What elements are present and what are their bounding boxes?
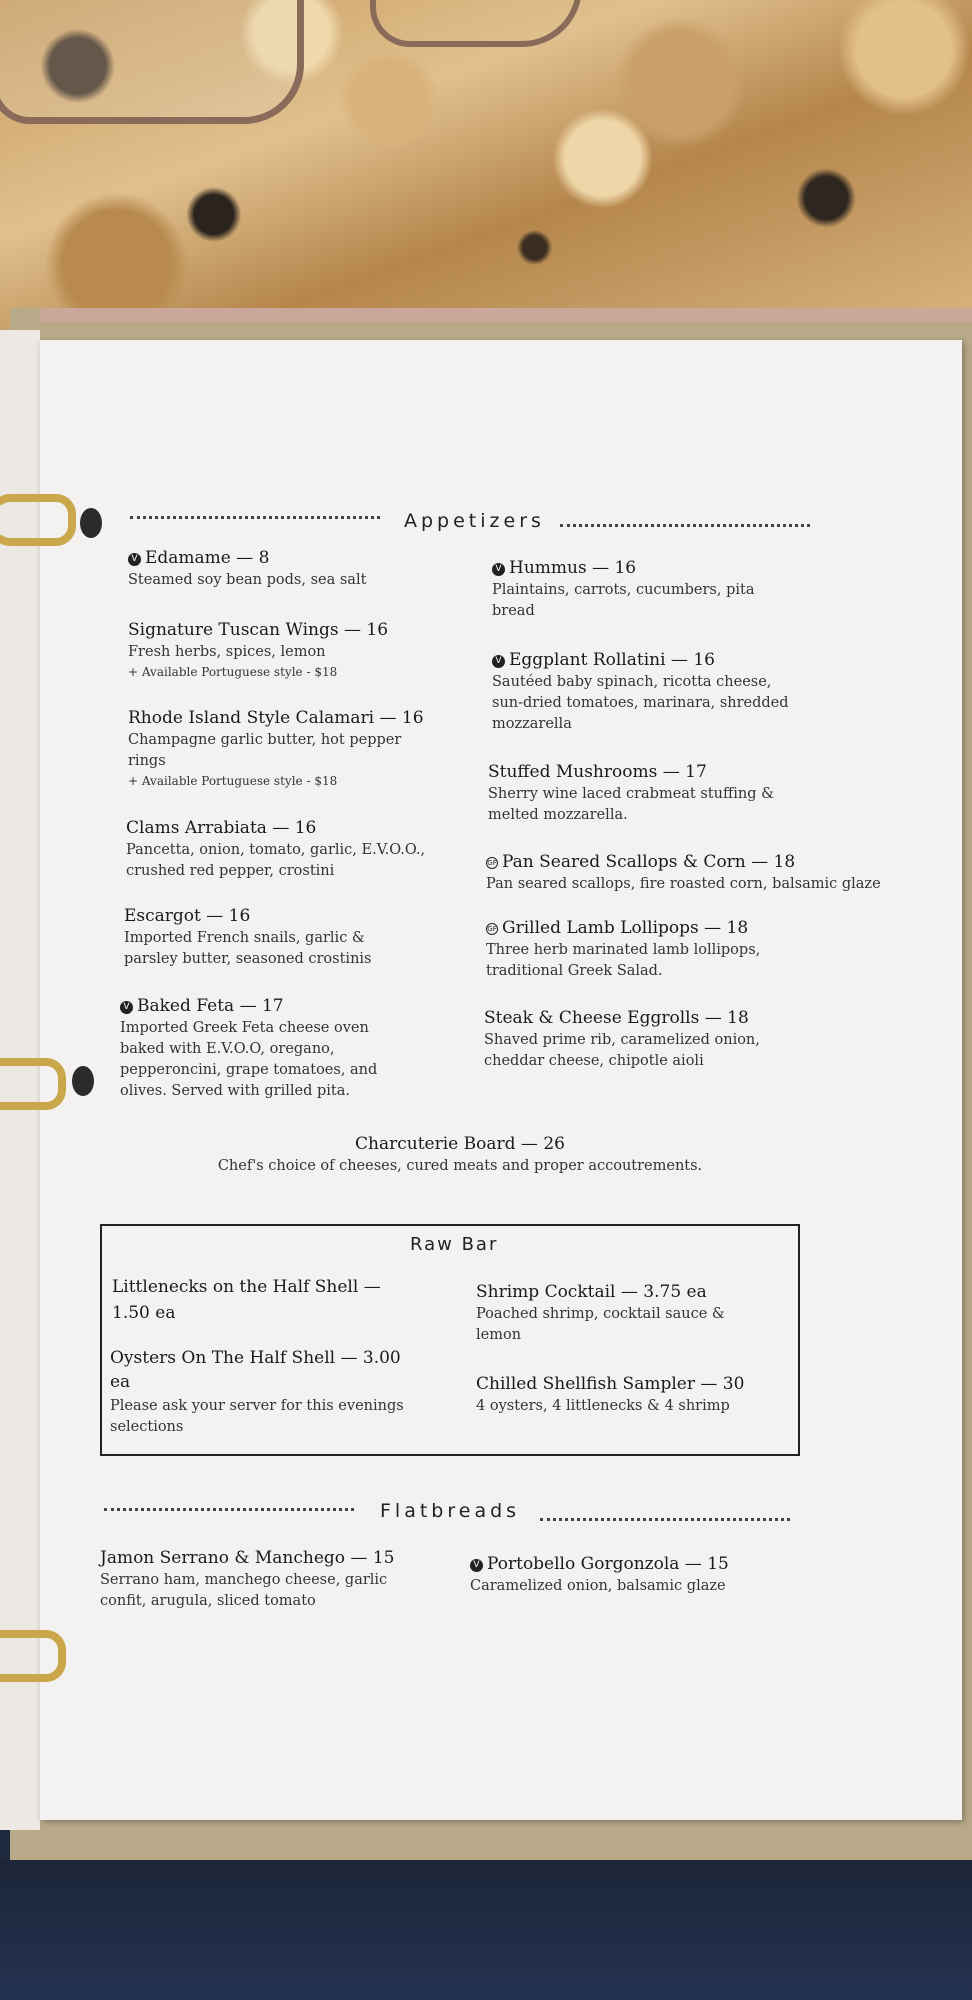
item-desc: Serrano ham, manchego cheese, garlic confit, arugula, sliced tomato: [100, 1572, 388, 1609]
vegetarian-icon: V: [492, 655, 505, 668]
item-name: Signature Tuscan Wings — 16: [128, 620, 389, 640]
item-name: Oysters On The Half Shell — 3.00 ea: [110, 1348, 401, 1392]
gluten-free-icon: GF: [487, 859, 497, 867]
menu-item: [128, 708, 428, 788]
item-name: Edamame — 8: [145, 548, 270, 568]
item-name: Shrimp Cocktail — 3.75 ea: [476, 1282, 707, 1302]
item-desc: Plaintains, carrots, cucumbers, pita bread: [492, 582, 755, 619]
heading-dots-left: [104, 1508, 354, 1511]
binder-edge: [40, 308, 972, 322]
binder-ring-top: [0, 494, 76, 546]
item-desc: 4 oysters, 4 littlenecks & 4 shrimp: [476, 1398, 730, 1414]
charcuterie-item: [200, 1134, 720, 1177]
heading-dots-right: [560, 524, 810, 527]
appetizers-heading: Appetizers: [404, 510, 545, 532]
menu-item: [128, 620, 438, 679]
item-name: Baked Feta — 17: [137, 996, 284, 1016]
raw-bar-heading: Raw Bar: [410, 1234, 499, 1255]
item-note: + Available Portuguese style - $18: [128, 665, 338, 679]
item-name: Grilled Lamb Lollipops — 18: [502, 918, 749, 938]
item-desc: Please ask your server for this evenings selections: [110, 1398, 404, 1435]
gluten-free-icon: GF: [487, 925, 497, 933]
item-desc: Pan seared scallops, fire roasted corn, balsamic glaze: [486, 876, 881, 892]
item-name: Pan Seared Scallops & Corn — 18: [502, 852, 796, 872]
item-name: Eggplant Rollatini — 16: [509, 650, 715, 670]
vegetarian-icon: V: [492, 563, 505, 576]
item-name: Hummus — 16: [509, 558, 637, 578]
menu-item: [484, 1008, 774, 1072]
menu-item: [112, 1274, 402, 1326]
item-desc: Caramelized onion, balsamic glaze: [470, 1578, 726, 1594]
item-name: Jamon Serrano & Manchego — 15: [100, 1548, 395, 1568]
item-note: + Available Portuguese style - $18: [128, 774, 338, 788]
menu-item: [120, 996, 385, 1102]
menu-item: [488, 762, 778, 826]
blue-cloth: [0, 1860, 972, 2000]
item-name: Escargot — 16: [124, 906, 251, 926]
item-desc: Sherry wine laced crabmeat stuffing & melted mozzarella.: [488, 786, 775, 823]
ring-hole: [80, 508, 102, 538]
item-desc: Steamed soy bean pods, sea salt: [128, 572, 367, 588]
menu-item: [486, 918, 776, 982]
vegetarian-icon: V: [120, 1001, 133, 1014]
item-desc: Imported French snails, garlic & parsley butter, seasoned crostinis: [124, 930, 372, 967]
item-name: Stuffed Mushrooms — 17: [488, 762, 707, 782]
menu-item: [486, 852, 916, 895]
menu-item: [126, 818, 426, 882]
eyeglasses-frame: [370, 0, 582, 47]
menu-item: [492, 558, 762, 622]
item-desc: Imported Greek Feta cheese oven baked with E.V.O.O, oregano, pepperoncini, grape tomatoes, and olives. Served with grilled pita.: [120, 1020, 378, 1099]
vegetarian-icon: V: [128, 553, 141, 566]
item-desc: Poached shrimp, cocktail sauce & lemon: [476, 1306, 725, 1343]
item-name: Littlenecks on the Half Shell — 1.50 ea: [112, 1277, 381, 1323]
menu-item: [110, 1346, 410, 1438]
heading-dots-right: [540, 1518, 790, 1521]
item-name: Portobello Gorgonzola — 15: [487, 1554, 729, 1574]
item-name: Clams Arrabiata — 16: [126, 818, 317, 838]
item-desc: Pancetta, onion, tomato, garlic, E.V.O.O., crushed red pepper, crostini: [126, 842, 426, 879]
eyeglasses-lens: [0, 0, 304, 124]
item-desc: Shaved prime rib, caramelized onion, cheddar cheese, chipotle aioli: [484, 1032, 760, 1069]
item-name: Rhode Island Style Calamari — 16: [128, 708, 424, 728]
item-desc: Three herb marinated lamb lollipops, traditional Greek Salad.: [486, 942, 761, 979]
heading-dots-left: [130, 516, 380, 519]
ring-hole: [72, 1066, 94, 1096]
item-name: Chilled Shellfish Sampler — 30: [476, 1374, 745, 1394]
item-desc: Champagne garlic butter, hot pepper rings: [128, 732, 402, 769]
binder-ring-middle: [0, 1058, 66, 1110]
menu-item: [124, 906, 374, 970]
menu-item: [476, 1374, 776, 1417]
menu-item: [476, 1282, 746, 1346]
item-desc: Sautéed baby spinach, ricotta cheese, sun-dried tomatoes, marinara, shredded mozzarella: [492, 674, 789, 732]
item-name: Charcuterie Board — 26: [355, 1134, 565, 1154]
binder-ring-bottom: [0, 1630, 66, 1682]
item-desc: Fresh herbs, spices, lemon: [128, 644, 326, 660]
menu-item: [100, 1548, 400, 1612]
menu-item: [470, 1554, 770, 1597]
item-name: Steak & Cheese Eggrolls — 18: [484, 1008, 749, 1028]
item-desc: Chef's choice of cheeses, cured meats and proper accoutrements.: [217, 1158, 703, 1174]
vegetarian-icon: V: [470, 1559, 483, 1572]
flatbreads-heading: Flatbreads: [380, 1500, 521, 1522]
menu-item: [128, 548, 438, 591]
menu-item: [492, 650, 792, 735]
